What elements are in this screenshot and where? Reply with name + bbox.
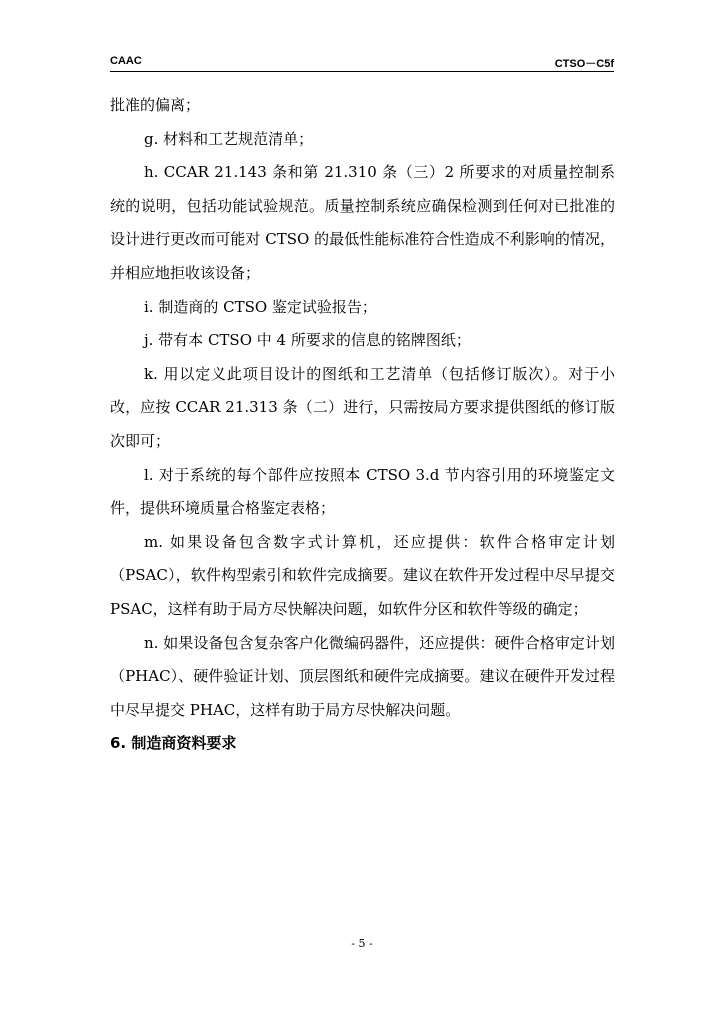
list-item-j: j. 带有本 CTSO 中 4 所要求的信息的铭牌图纸； bbox=[144, 331, 471, 350]
list-item-i: i. 制造商的 CTSO 鉴定试验报告； bbox=[144, 297, 377, 316]
list-item-l: l. 对于系统的每个部件应按照本 CTSO 3.d 节内容引用的环境鉴定文件，提供环境质量合格鉴定表格； bbox=[110, 465, 615, 518]
list-item-k: k. 用以定义此项目设计的图纸和工艺清单（包括修订版次）。对于小改，应按 CCAR 21.313 条（二）进行，只需按局方要求提供图纸的修订版次即可； bbox=[110, 364, 615, 450]
list-item-m: m. 如果设备包含数字式计算机，还应提供：软件合格审定计划（PSAC），软件构型索引和软件完成摘要。建议在软件开发过程中尽早提交 PSAC，这样有助于局方尽快解决问题，如软件分区和软件等级的确定； bbox=[110, 532, 615, 618]
document-body bbox=[110, 89, 615, 761]
section-heading: 6. 制造商资料要求 bbox=[110, 734, 237, 753]
paragraph-continuation: 批准的偏离； bbox=[110, 96, 201, 114]
list-item-h: h. CCAR 21.143 条和第 21.310 条（三）2 所要求的对质量控制系统的说明，包括功能试验规范。质量控制系统应确保检测到任何对已批准的设计进行更改而可能对 CTSO 的最低性能标准符合性造成不利影响的情况，并相应地拒收该设备； bbox=[110, 163, 615, 282]
page-header bbox=[110, 51, 614, 72]
list-item-g: g. 材料和工艺规范清单； bbox=[144, 129, 314, 148]
header-doc-id: CTSO－C5f bbox=[554, 58, 614, 70]
page-number: - 5 - bbox=[351, 937, 373, 950]
header-org-label: CAAC bbox=[110, 55, 142, 67]
list-item-n: n. 如果设备包含复杂客户化微编码器件，还应提供：硬件合格审定计划（PHAC）、硬件验证计划、顶层图纸和硬件完成摘要。建议在硬件开发过程中尽早提交 PHAC，这样有助于局方尽快解决问题。 bbox=[110, 633, 615, 719]
